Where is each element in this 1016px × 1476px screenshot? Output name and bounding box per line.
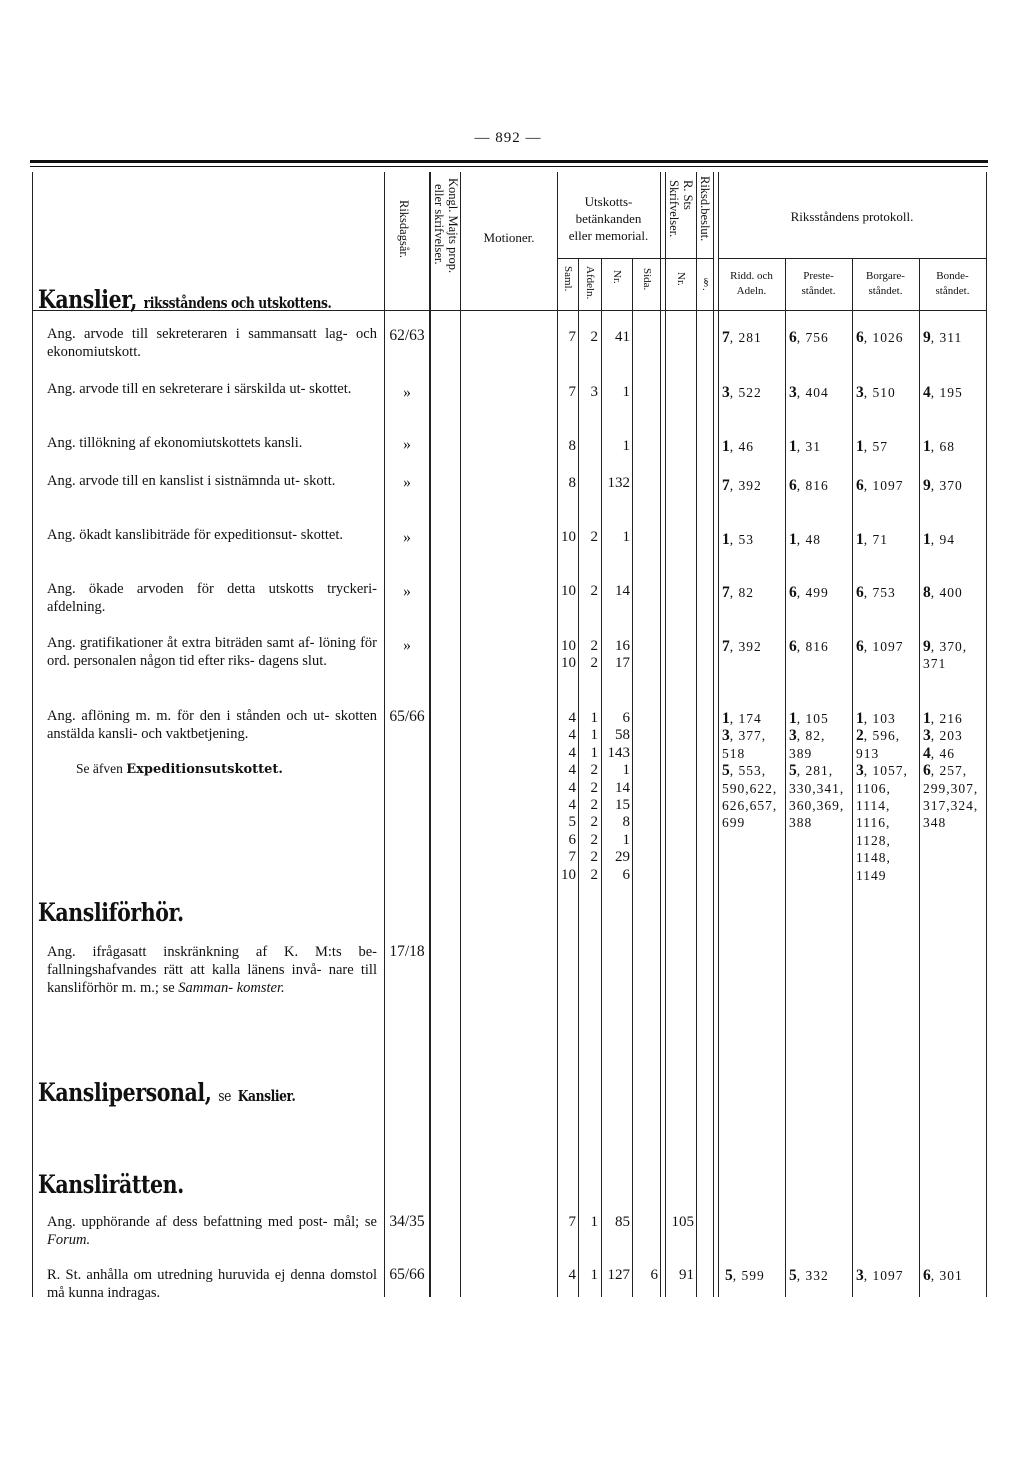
subheader-saml: Saml. (562, 266, 574, 292)
row-prot-borgare: 1, 71 (856, 531, 888, 548)
header-skrifvelser: Skrifvelser. (667, 180, 681, 238)
row-description: R. St. anhålla om utredning huruvida ej denna domstol må kunna indragas. (47, 1267, 377, 1301)
row-saml: 10 (561, 583, 576, 599)
row-saml: 4 (568, 1267, 576, 1283)
col-line (665, 172, 666, 1297)
row-prot-preste: 1, 31 (789, 438, 821, 455)
row-prot-borgare: 3, 510 (856, 384, 896, 401)
row-prot-preste: 6, 816 (789, 638, 829, 655)
row-saml: 8 (568, 438, 576, 454)
col-line (32, 172, 33, 1297)
row-year: 62/63 (389, 327, 425, 344)
row-rsts-nr: 105 (671, 1214, 694, 1230)
header-protokoll: Riksståndens protokoll. (790, 209, 914, 224)
col-line (713, 172, 714, 1297)
row-nr: 85 (615, 1214, 630, 1230)
row-prot-bonde: 9, 311 (923, 329, 963, 346)
row-rsts-nr: 91 (679, 1267, 694, 1283)
row-description (47, 1213, 377, 1249)
row-prot-preste: 1, 105 3, 82, 389 5, 281, 330,341, 360,369, 388 (789, 710, 845, 831)
section-title-kanslier-sub: riksståndens och utskottens. (143, 294, 332, 312)
col-line (460, 172, 461, 1297)
row-prot-adeln: 5, 599 (725, 1267, 765, 1284)
row-prot-adeln: 7, 82 (722, 584, 754, 601)
section-title-kanslipersonal (38, 1078, 295, 1107)
row-year: » (403, 637, 411, 654)
header-kongl-2: eller skrifvelser. (432, 184, 446, 265)
row-prot-preste: 6, 499 (789, 584, 829, 601)
row-nr: 6 58 143 1 14 15 8 1 29 6 (607, 710, 630, 883)
row-prot-borgare: 1, 103 2, 596, 913 3, 1057, 1106, 1114, 1116, 1128, 1148, 1149 (856, 710, 908, 883)
row-saml: 10 10 (561, 638, 576, 672)
section-title-kanslier (38, 285, 331, 314)
row-year: 17/18 (389, 943, 425, 960)
subheader-bonde-standet: ståndet. (935, 285, 970, 297)
header-memorial: eller memorial. (568, 228, 649, 243)
row-nr: 16 17 (615, 638, 630, 672)
row-year: » (403, 474, 411, 491)
row-prot-adeln: 7, 281 (722, 329, 762, 346)
row-prot-bonde: 8, 400 (923, 584, 963, 601)
row-afdeln: 2 (590, 529, 598, 545)
subheader-sida: Sida. (641, 268, 653, 291)
row-afdeln: 1 (590, 1267, 598, 1283)
header-utskotts: Utskotts- (584, 194, 633, 209)
row-description (47, 943, 377, 997)
header-riksdbeslut: Riksd.beslut. (698, 176, 712, 242)
row-nr: 1 (622, 384, 630, 400)
header-motioner: Motioner. (483, 230, 535, 245)
row-prot-borgare: 6, 1097 (856, 477, 904, 494)
row-year: 34/35 (389, 1213, 425, 1230)
row-description-text: Ang. upphörande af dess befattning med post- mål; se (47, 1214, 377, 1230)
row-saml: 10 (561, 529, 576, 545)
section-title-kanslirätten: Kanslirätten. (38, 1170, 184, 1199)
row-description: Ang. tillökning af ekonomiutskottets kansli. (47, 435, 303, 451)
subheader-ridd: Ridd. och (730, 270, 773, 282)
row-nr: 41 (615, 329, 630, 345)
row-year: 65/66 (389, 708, 425, 725)
row-year: » (403, 384, 411, 401)
row-saml: 7 (568, 1214, 576, 1230)
row-prot-preste: 5, 332 (789, 1267, 829, 1284)
page-number: — 892 — (474, 130, 542, 146)
row-description: Ang. arvode till en kanslist i sistnämnda ut- skott. (47, 473, 336, 489)
subheader-nr-2: Nr. (675, 272, 687, 286)
col-line (785, 258, 786, 1297)
section-title-kanslipersonal-main: Kanslipersonal, (38, 1078, 212, 1107)
row-afdeln: 1 1 1 2 2 2 2 2 2 2 (590, 710, 598, 883)
header-riksdagsar: Riksdagsår. (397, 200, 411, 258)
header-kongl: Kongl. Majts prop. (446, 178, 460, 274)
see-also-ref: Expeditionsutskottet. (126, 762, 283, 777)
row-afdeln: 2 (590, 583, 598, 599)
col-line (718, 172, 719, 1297)
section-title-kansliforhor: Kansliförhör. (38, 898, 184, 927)
subheader-adeln: Adeln. (736, 285, 767, 297)
col-line (852, 258, 853, 1297)
row-prot-preste: 1, 48 (789, 531, 821, 548)
row-prot-adeln: 1, 46 (722, 438, 754, 455)
row-prot-borgare: 1, 57 (856, 438, 888, 455)
col-line (632, 258, 633, 1297)
row-prot-borgare: 6, 1026 (856, 329, 904, 346)
row-year: 65/66 (389, 1266, 425, 1283)
subheader-s: §. (700, 276, 712, 291)
row-description: Ang. ökadt kanslibiträde för expeditionsut- skottet. (47, 527, 343, 543)
row-year: » (403, 529, 411, 546)
row-afdeln: 1 (590, 1214, 598, 1230)
row-prot-bonde: 9, 370, 371 (923, 638, 968, 672)
subheader-nr: Nr. (611, 270, 623, 284)
row-year: » (403, 583, 411, 600)
header-subdivider (718, 258, 986, 259)
row-prot-bonde: 1, 68 (923, 438, 955, 455)
row-prot-preste: 6, 756 (789, 329, 829, 346)
row-prot-borgare: 6, 753 (856, 584, 896, 601)
subheader-bonde: Bonde- (936, 270, 969, 282)
row-afdeln: 2 (590, 329, 598, 345)
row-prot-adeln: 7, 392 (722, 477, 762, 494)
subheader-borgare-standet: ståndet. (868, 285, 903, 297)
row-sida: 6 (650, 1267, 658, 1283)
row-prot-preste: 6, 816 (789, 477, 829, 494)
row-afdeln: 3 (590, 384, 598, 400)
row-prot-borgare: 3, 1097 (856, 1267, 904, 1284)
row-description: Ang. ökade arvoden för detta utskotts tryckeri- afdelning. (47, 581, 377, 615)
row-description: Ang. arvode till sekreteraren i sammansatt lag- och ekonomiutskott. (47, 326, 377, 360)
row-nr: 132 (607, 475, 630, 491)
row-description-ref: Forum. (47, 1232, 91, 1248)
row-saml: 7 (568, 384, 576, 400)
section-title-kanslier-main: Kanslier, (38, 285, 137, 314)
row-prot-adeln: 1, 53 (722, 531, 754, 548)
row-prot-adeln: 7, 392 (722, 638, 762, 655)
row-prot-bonde: 1, 216 3, 203 4, 46 6, 257, 299,307, 317,324, 348 (923, 710, 979, 831)
row-saml: 8 (568, 475, 576, 491)
row-year: » (403, 436, 411, 453)
row-prot-adeln: 3, 522 (722, 384, 762, 401)
row-nr: 1 (622, 438, 630, 454)
row-nr: 127 (607, 1267, 630, 1283)
subheader-preste: Preste- (803, 270, 834, 282)
subheader-borgare: Borgare- (866, 270, 905, 282)
header-subdivider (557, 258, 713, 259)
section-title-kanslipersonal-ref: Kanslier. (237, 1087, 296, 1105)
row-saml: 4 4 4 4 4 4 5 6 7 10 (561, 710, 576, 883)
row-nr: 14 (615, 583, 630, 599)
col-line (919, 258, 920, 1297)
row-prot-bonde: 1, 94 (923, 531, 955, 548)
row-prot-preste: 3, 404 (789, 384, 829, 401)
row-prot-bonde: 6, 301 (923, 1267, 963, 1284)
col-line (986, 172, 987, 1297)
row-nr: 1 (622, 529, 630, 545)
row-prot-adeln: 1, 174 3, 377, 518 5, 553, 590,622, 626,657, 699 (722, 710, 778, 831)
col-line (660, 172, 661, 1297)
subheader-afdeln: Afdeln. (584, 266, 596, 300)
see-also-prefix: Se äfven (76, 761, 123, 776)
section-title-kanslipersonal-se: se (218, 1087, 231, 1105)
row-prot-bonde: 9, 370 (923, 477, 963, 494)
row-description: Ang. arvode till en sekreterare i särskilda ut- skottet. (47, 381, 352, 397)
top-rule-thin (30, 166, 988, 167)
col-line (429, 172, 431, 1297)
header-betankanden: betänkanden (575, 211, 642, 226)
col-line (696, 172, 697, 1297)
subheader-preste-standet: ståndet. (801, 285, 836, 297)
row-prot-borgare: 6, 1097 (856, 638, 904, 655)
row-saml: 7 (568, 329, 576, 345)
row-afdeln: 2 2 (590, 638, 598, 672)
row-prot-bonde: 4, 195 (923, 384, 963, 401)
header-rsts: R. Sts (681, 180, 695, 210)
row-description-text: Ang. ifrågasatt inskränkning af K. M:ts be- fallningshafvandes rätt att kalla länens invå- nare till kansliförhör m. m.; se (47, 944, 377, 996)
row-description: Ang. gratifikationer åt extra biträden samt af- löning för ord. personalen någon tid efter riks- dagens slut. (47, 635, 377, 669)
row-description-ref: Samman- komster. (178, 980, 285, 996)
top-rule-thick (30, 160, 988, 163)
see-also-expeditionsutskottet (76, 761, 283, 777)
row-description: Ang. aflöning m. m. för den i stånden och ut- skotten anstälda kansli- och vaktbetjening. (47, 708, 377, 742)
